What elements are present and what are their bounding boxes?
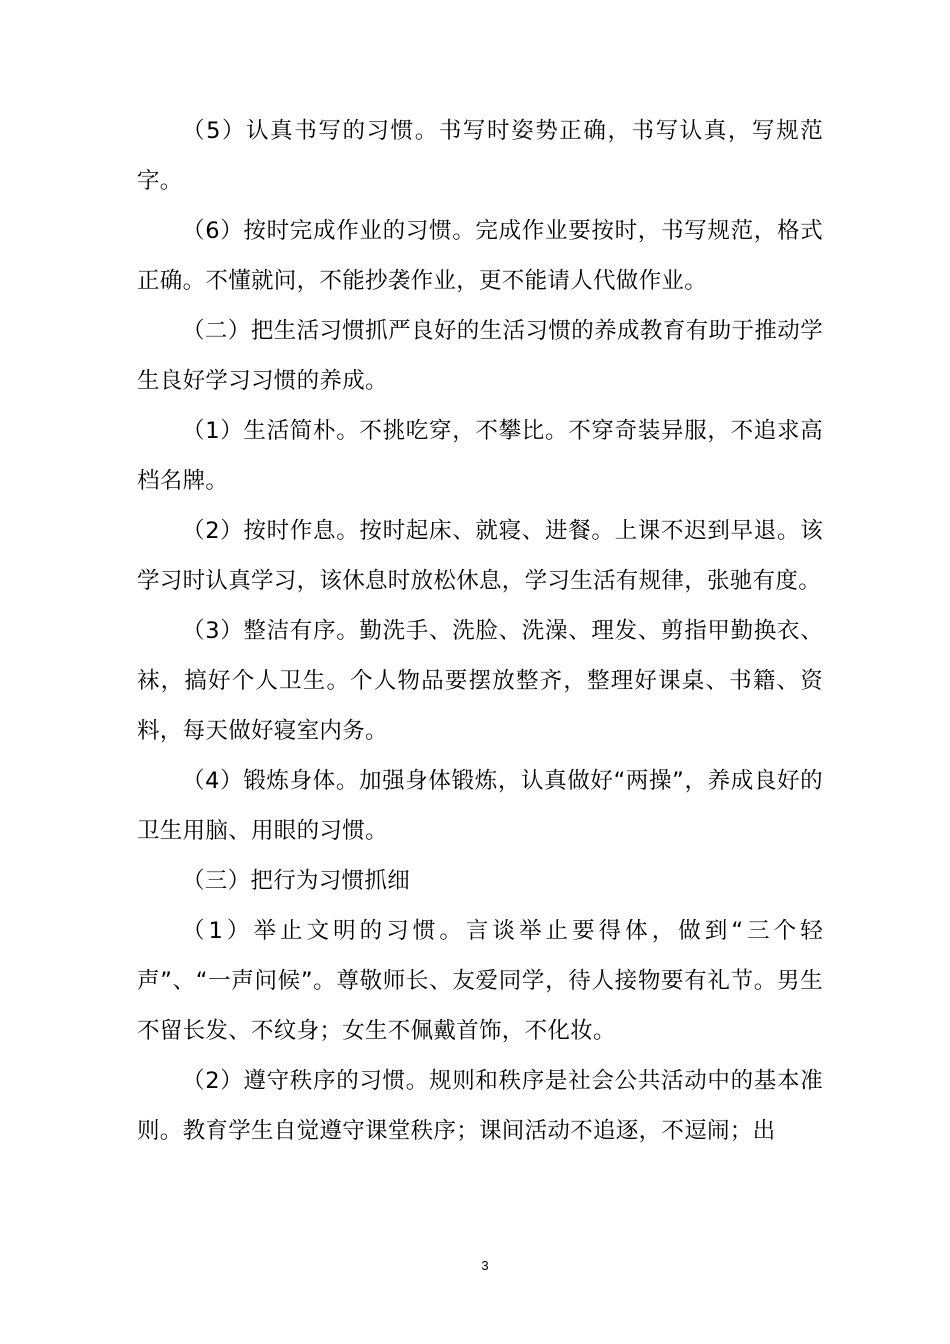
paragraph-life-tidy: （3）整洁有序。勤洗手、洗脸、洗澡、理发、剪指甲勤换衣、袜，搞好个人卫生。个人物品要摆放整齐，整理好课桌、书籍、资料，每天做好寝室内务。	[137, 618, 823, 744]
paragraph-habit-homework: （6）按时完成作业的习惯。完成作业要按时，书写规范，格式正确。不懂就问，不能抄袭作业，更不能请人代做作业。	[137, 218, 823, 294]
paragraph-section-behavior-habits: （三）把行为习惯抓细	[182, 868, 411, 894]
paragraph-behavior-order: （2）遵守秩序的习惯。规则和秩序是社会公共活动中的基本准则。教育学生自觉遵守课堂秩序；课间活动不追逐，不逗闹；出	[137, 1068, 823, 1144]
paragraph-life-schedule: （2）按时作息。按时起床、就寝、进餐。上课不迟到早退。该学习时认真学习，该休息时放松休息，学习生活有规律，张驰有度。	[137, 518, 823, 594]
page-number: 3	[481, 1258, 489, 1273]
paragraph-habit-writing: （5）认真书写的习惯。书写时姿势正确，书写认真，写规范字。	[137, 118, 823, 194]
paragraph-life-exercise: （4）锻炼身体。加强身体锻炼，认真做好“两操”，养成良好的卫生用脑、用眼的习惯。	[137, 768, 823, 844]
document-body	[137, 106, 823, 1156]
paragraph-behavior-manners: （1）举止文明的习惯。言谈举止要得体，做到“三个轻声”、“一声问候”。尊敬师长、友爱同学，待人接物要有礼节。男生不留长发、不纹身；女生不佩戴首饰，不化妆。	[137, 918, 823, 1044]
paragraph-life-simple: （1）生活简朴。不挑吃穿，不攀比。不穿奇装异服，不追求高档名牌。	[137, 418, 823, 494]
paragraph-section-life-habits: （二）把生活习惯抓严良好的生活习惯的养成教育有助于推动学生良好学习习惯的养成。	[137, 318, 823, 394]
